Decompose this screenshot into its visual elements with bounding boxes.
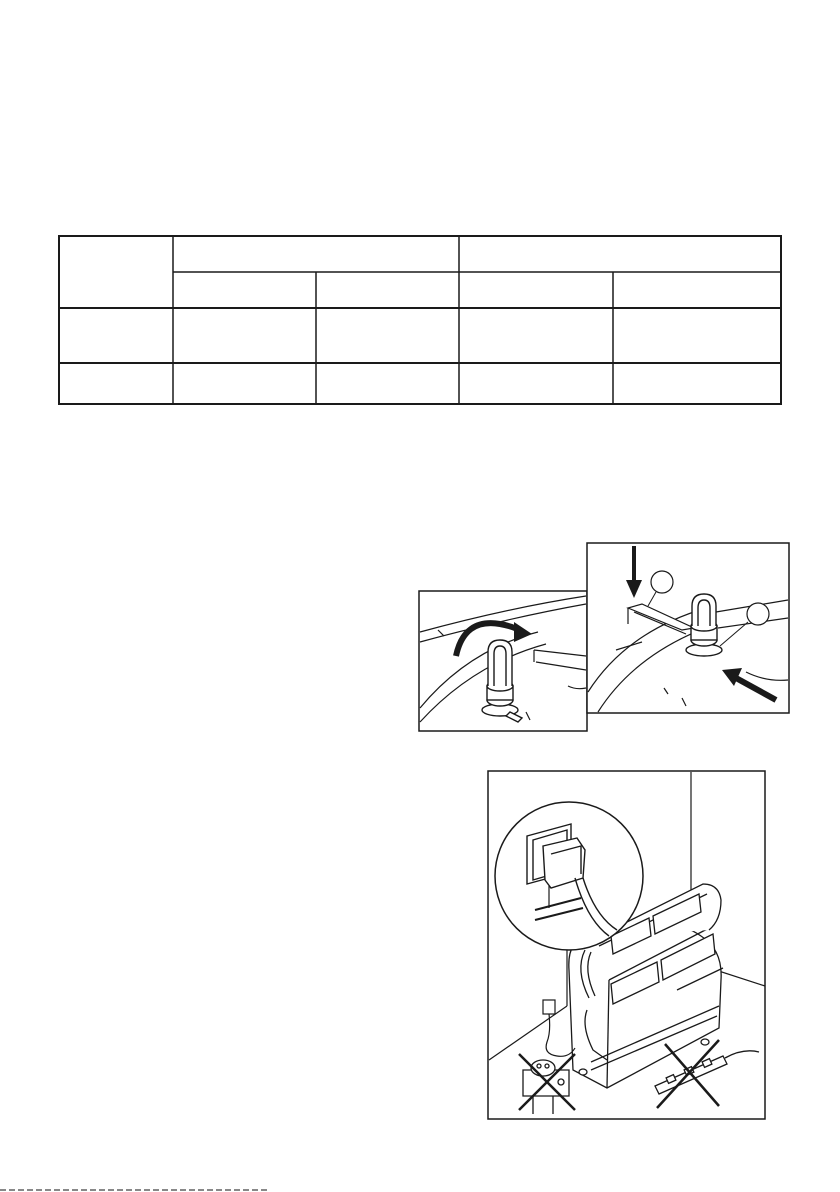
power-install-figure <box>487 770 766 1120</box>
table-row-2-a2 <box>316 363 459 405</box>
wall-socket-icon <box>495 802 643 950</box>
page-edge-artifact <box>0 1186 300 1192</box>
table-row-1-b2 <box>613 308 782 363</box>
table-row-2-a1 <box>173 363 316 405</box>
table-header-row-label <box>58 235 173 308</box>
table-header-group-a <box>173 235 459 272</box>
table-header-group-b <box>459 235 782 272</box>
callout-1-marker <box>651 571 673 593</box>
lock-insert-figure <box>586 542 790 714</box>
table-header-sub-a1 <box>173 272 316 308</box>
table-row-1-a1 <box>173 308 316 363</box>
table-row-2-label <box>58 363 173 405</box>
table-header-sub-b1 <box>459 272 613 308</box>
table-header-sub-a2 <box>316 272 459 308</box>
table-row-1-a2 <box>316 308 459 363</box>
spec-table <box>58 235 782 405</box>
lock-rotate-figure <box>418 590 588 732</box>
table-row-2-b2 <box>613 363 782 405</box>
table-header-sub-b2 <box>613 272 782 308</box>
table-row-1-b1 <box>459 308 613 363</box>
callout-2-marker <box>747 603 769 625</box>
table-row-2-b1 <box>459 363 613 405</box>
table-row-1-label <box>58 308 173 363</box>
